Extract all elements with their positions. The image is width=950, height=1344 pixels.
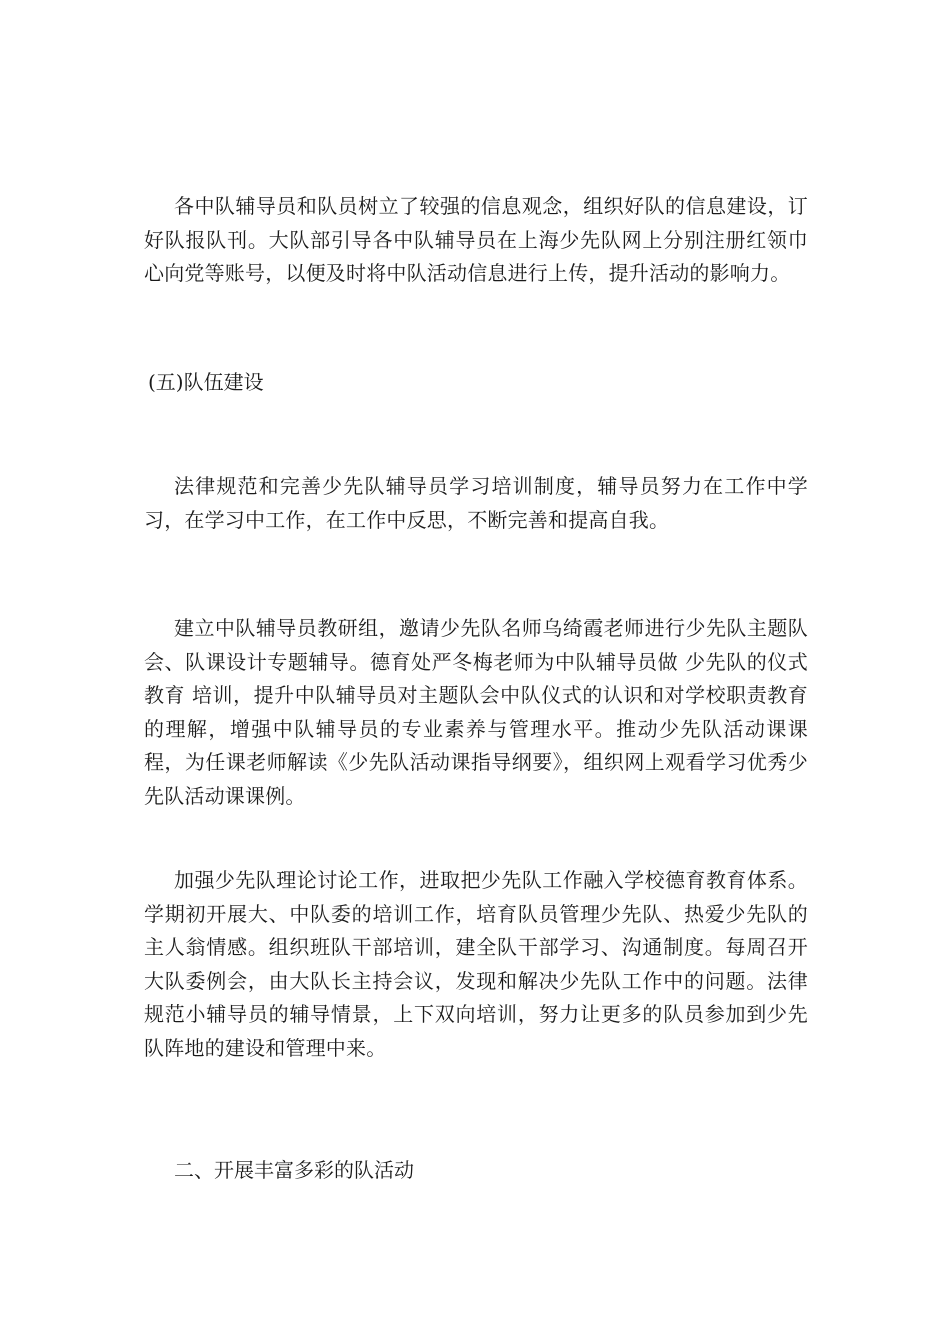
paragraph-training-system: 法律规范和完善少先队辅导员学习培训制度，辅导员努力在工作中学习，在学习中工作，在工作中反思，不断完善和提高自我。	[144, 474, 808, 532]
paragraph-theory-discussion: 加强少先队理论讨论工作，进取把少先队工作融入学校德育教育体系。学期初开展大、中队委的培训工作，培育队员管理少先队、热爱少先队的主人翁情感。组织班队干部培训，建全队干部学习、沟通制度。每周召开大队委例会，由大队长主持会议，发现和解决少先队工作中的问题。法律规范小辅导员的辅导情景，上下双向培训，努力让更多的队员参加到少先队阵地的建设和管理中来。	[144, 868, 808, 1060]
paragraph-info-construction: 各中队辅导员和队员树立了较强的信息观念，组织好队的信息建设，订好队报队刊。大队部引导各中队辅导员在上海少先队网上分别注册红领巾心向党等账号，以便及时将中队活动信息进行上传，提升活动的影响力。	[144, 194, 808, 285]
section-heading-team-building: (五)队伍建设	[148, 370, 264, 394]
paragraph-research-group: 建立中队辅导员教研组，邀请少先队名师乌绮霞老师进行少先队主题队会、队课设计专题辅导。德育处严冬梅老师为中队辅导员做 少先队的仪式教育 培训，提升中队辅导员对主题队会中队仪式的认识和对学校职责教育的理解，增强中队辅导员的专业素养与管理水平。推动少先队活动课课程，为任课老师解读《少先队活动课指导纲要》，组织网上观看学习优秀少先队活动课课例。	[144, 616, 808, 808]
section-heading-activities: 二、开展丰富多彩的队活动	[174, 1158, 414, 1182]
